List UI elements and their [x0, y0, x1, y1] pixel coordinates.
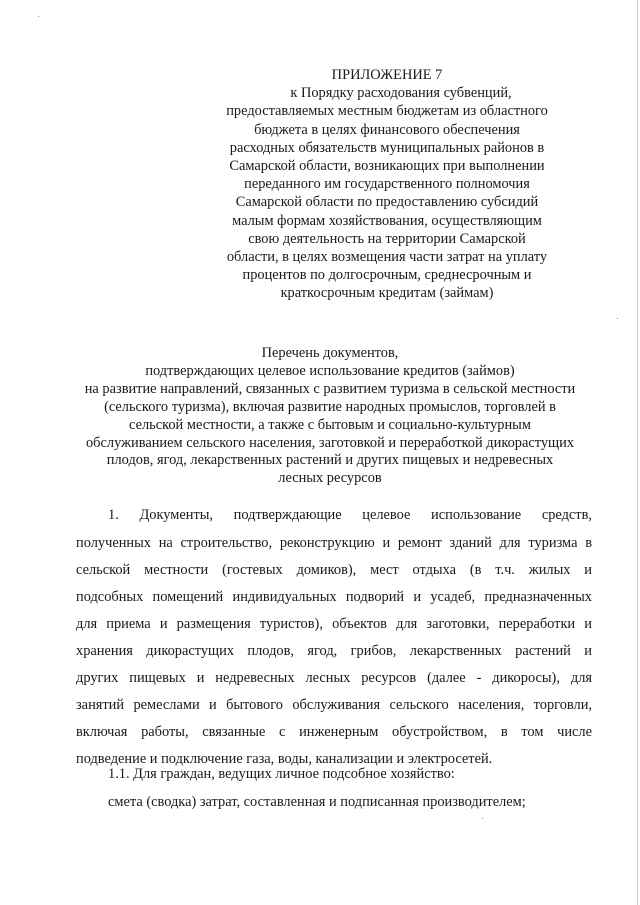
subclause-label: 1.1. Для граждан, ведущих личное подсобное хозяйство: [108, 766, 455, 782]
subclause-item: смета (сводка) затрат, составленная и подписанная производителем; [108, 794, 526, 810]
appendix-line: малым формам хозяйствования, осуществляющим [232, 212, 542, 229]
appendix-line: области, в целях возмещения части затрат на уплату [226, 249, 548, 266]
paragraph-line: подсобных помещений индивидуальных подворий и усадеб, предназначенных [76, 589, 592, 605]
paragraph-line: других пищевых и недревесных лесных ресурсов (далее - дикоросы), для [76, 670, 592, 686]
heading-line: (сельского туризма), включая развитие народных промыслов, торговлей в [104, 398, 556, 415]
paragraph-line: для приема и размещения туристов), объектов для заготовки, переработки и [76, 616, 592, 632]
heading-line: сельской местности, а также с бытовым и социально-культурным [129, 416, 531, 433]
paragraph-line: 1. Документы, подтверждающие целевое использование средств, [108, 507, 592, 523]
appendix-line: Самарской области, возникающих при выполнении [229, 158, 545, 175]
scan-speck [482, 818, 483, 819]
document-heading [70, 345, 590, 488]
paragraph-line: хранения дикорастущих плодов, ягод, грибов, лекарственных растений и [76, 643, 592, 659]
appendix-line: краткосрочным кредитам (займам) [280, 285, 494, 302]
appendix-title: ПРИЛОЖЕНИЕ 7 [331, 67, 443, 83]
appendix-block [222, 66, 552, 303]
appendix-line: переданного им государственного полномочия [244, 176, 530, 193]
appendix-line: Самарской области по предоставлению субсидий [235, 194, 539, 211]
heading-line: лесных ресурсов [278, 470, 382, 487]
heading-line: подтверждающих целевое использование кредитов (займов) [145, 362, 515, 379]
scan-edge [637, 0, 638, 905]
heading-line: обслуживанием сельского населения, заготовкой и переработкой дикорастущих [85, 434, 575, 451]
scan-speck [38, 16, 39, 17]
paragraph-line: занятий ремеслами и бытового обслуживания сельского населения, торговли, [76, 697, 592, 713]
paragraph-line: подведение и подключение газа, воды, канализации и электросетей. [76, 751, 493, 767]
appendix-line: расходных обязательств муниципальных районов в [229, 139, 545, 156]
appendix-line: бюджета в целях финансового обеспечения [254, 121, 520, 138]
paragraph-line: сельской местности (гостевых домиков), мест отдыха (в т.ч. жилых и [76, 562, 592, 578]
appendix-line: процентов по долгосрочным, среднесрочным и [242, 267, 532, 284]
heading-line: Перечень документов, [261, 345, 399, 361]
paragraph-line: полученных на строительство, реконструкцию и ремонт зданий для туризма в [76, 535, 592, 551]
appendix-line: свою деятельность на территории Самарской [248, 230, 526, 247]
scan-speck [617, 318, 618, 319]
appendix-line: предоставляемых местным бюджетам из областного [226, 103, 548, 120]
heading-line: на развитие направлений, связанных с развитием туризма в сельской местности [84, 380, 576, 397]
heading-line: плодов, ягод, лекарственных растений и других пищевых и недревесных [106, 452, 554, 469]
appendix-line: к Порядку расходования субвенций, [290, 85, 512, 102]
paragraph-line: включая работы, связанные с инженерным обустройством, в том числе [76, 724, 592, 740]
